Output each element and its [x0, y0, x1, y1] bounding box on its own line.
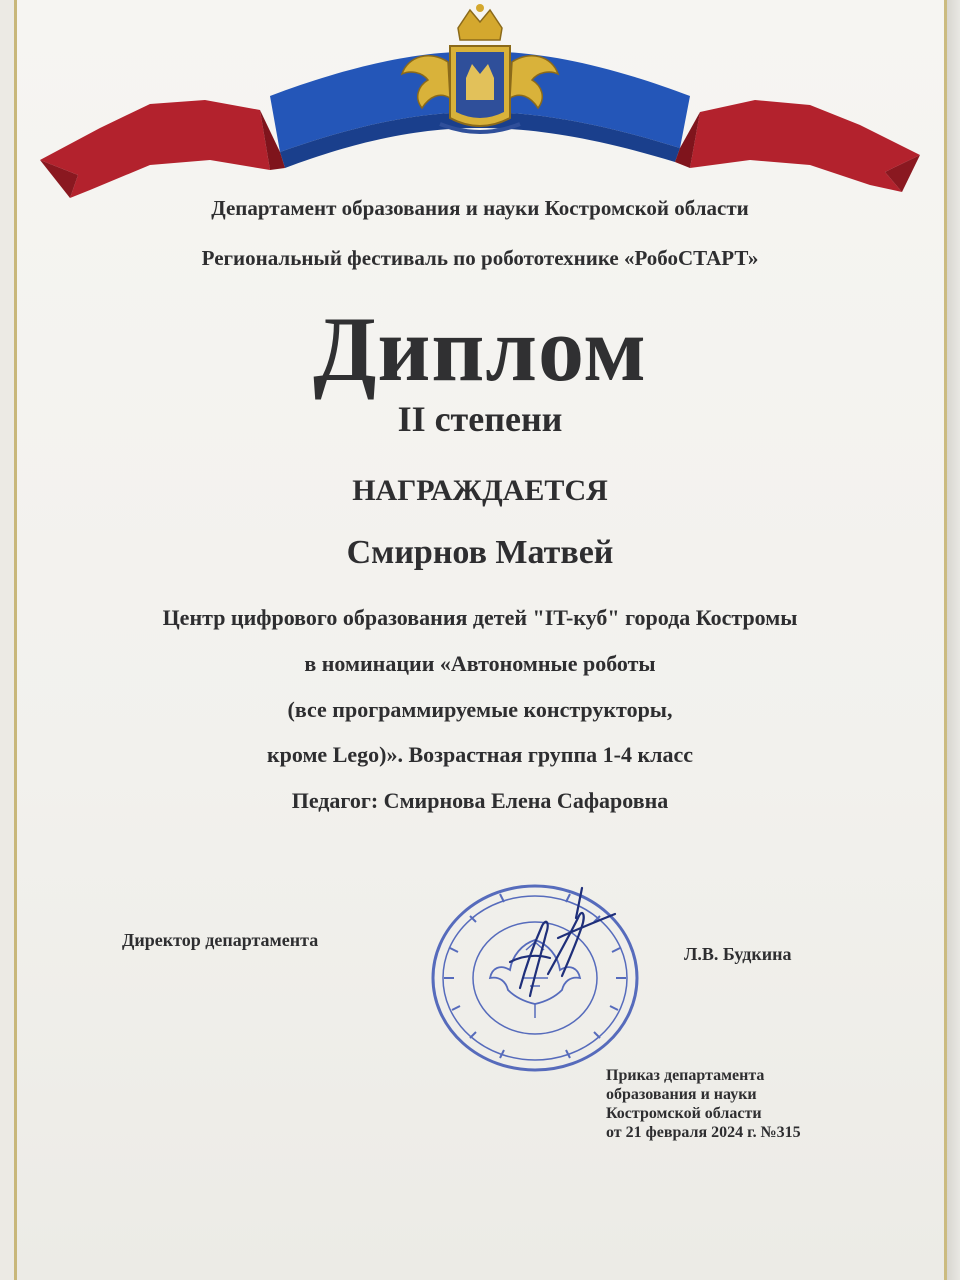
department-heading: Департамент образования и науки Костромской области [211, 196, 749, 220]
signatory-position: Директор департамента [122, 930, 319, 950]
gold-border-left [14, 0, 17, 1280]
order-reference [606, 1066, 801, 1142]
order-line: от 21 февраля 2024 г. №315 [606, 1124, 801, 1141]
recipient-name: Смирнов Матвей [346, 534, 614, 571]
tricolor-ribbon-with-coat-of-arms [30, 0, 930, 200]
order-line: Костромской области [606, 1105, 762, 1122]
teacher-line: Педагог: Смирнова Елена Сафаровна [291, 788, 669, 813]
official-stamp-with-signature [430, 878, 655, 1083]
diploma-title: Диплом [313, 298, 647, 400]
signatory-name: Л.В. Будкина [684, 944, 792, 964]
diploma-degree: II степени [397, 399, 563, 439]
order-line: Приказ департамента [606, 1067, 765, 1084]
detail-line: Центр цифрового образования детей "IT-куб" города Костромы [162, 605, 798, 630]
page-edge-shadow [947, 0, 960, 1280]
detail-line: (все программируемые конструкторы, [287, 697, 673, 722]
detail-line: в номинации «Автономные роботы [304, 651, 656, 676]
order-line: образования и науки [606, 1086, 757, 1103]
detail-line: кроме Lego)». Возрастная группа 1-4 класс [266, 742, 694, 767]
awarded-label: НАГРАЖДАЕТСЯ [352, 474, 608, 507]
festival-heading: Региональный фестиваль по робототехнике «РобоСТАРТ» [201, 246, 759, 270]
